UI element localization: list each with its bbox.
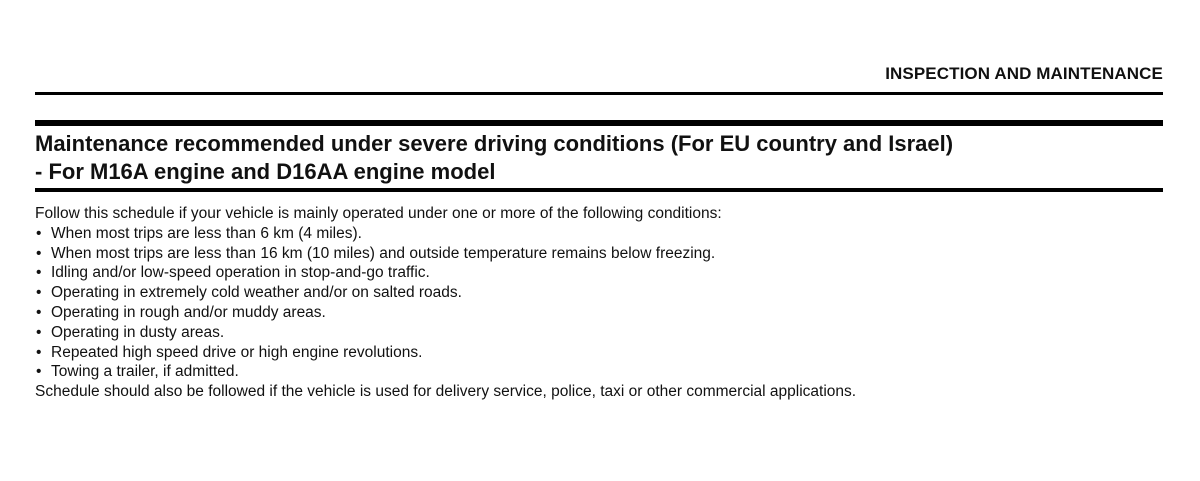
section-title-line-1: Maintenance recommended under severe driving conditions (For EU country and Israel) [35, 131, 954, 156]
condition-item: • Operating in dusty areas. [35, 323, 1163, 343]
section-title-line-2: - For M16A engine and D16AA engine model [35, 159, 496, 184]
condition-item: • Repeated high speed drive or high engine revolutions. [35, 343, 1163, 363]
section-top-divider [35, 120, 1163, 126]
condition-item: • Towing a trailer, if admitted. [35, 362, 1163, 382]
footer-note: Schedule should also be followed if the vehicle is used for delivery service, police, taxi or other commercial applications. [35, 383, 857, 401]
page-header-title: INSPECTION AND MAINTENANCE [885, 64, 1163, 83]
condition-item: • When most trips are less than 6 km (4 miles). [35, 224, 1163, 244]
condition-item: • Operating in extremely cold weather and/or on salted roads. [35, 283, 1163, 303]
section-title [35, 130, 1163, 186]
section-body [35, 204, 1163, 402]
condition-item: • Operating in rough and/or muddy areas. [35, 303, 1163, 323]
condition-item: • Idling and/or low-speed operation in stop-and-go traffic. [35, 263, 1163, 283]
document-page [35, 0, 1163, 481]
condition-item: • When most trips are less than 16 km (10 miles) and outside temperature remains below freezing. [35, 244, 1163, 264]
header-divider [35, 92, 1163, 95]
intro-paragraph: Follow this schedule if your vehicle is mainly operated under one or more of the following conditions: [35, 205, 722, 222]
section-bottom-divider [35, 188, 1163, 192]
conditions-list [35, 224, 1163, 382]
